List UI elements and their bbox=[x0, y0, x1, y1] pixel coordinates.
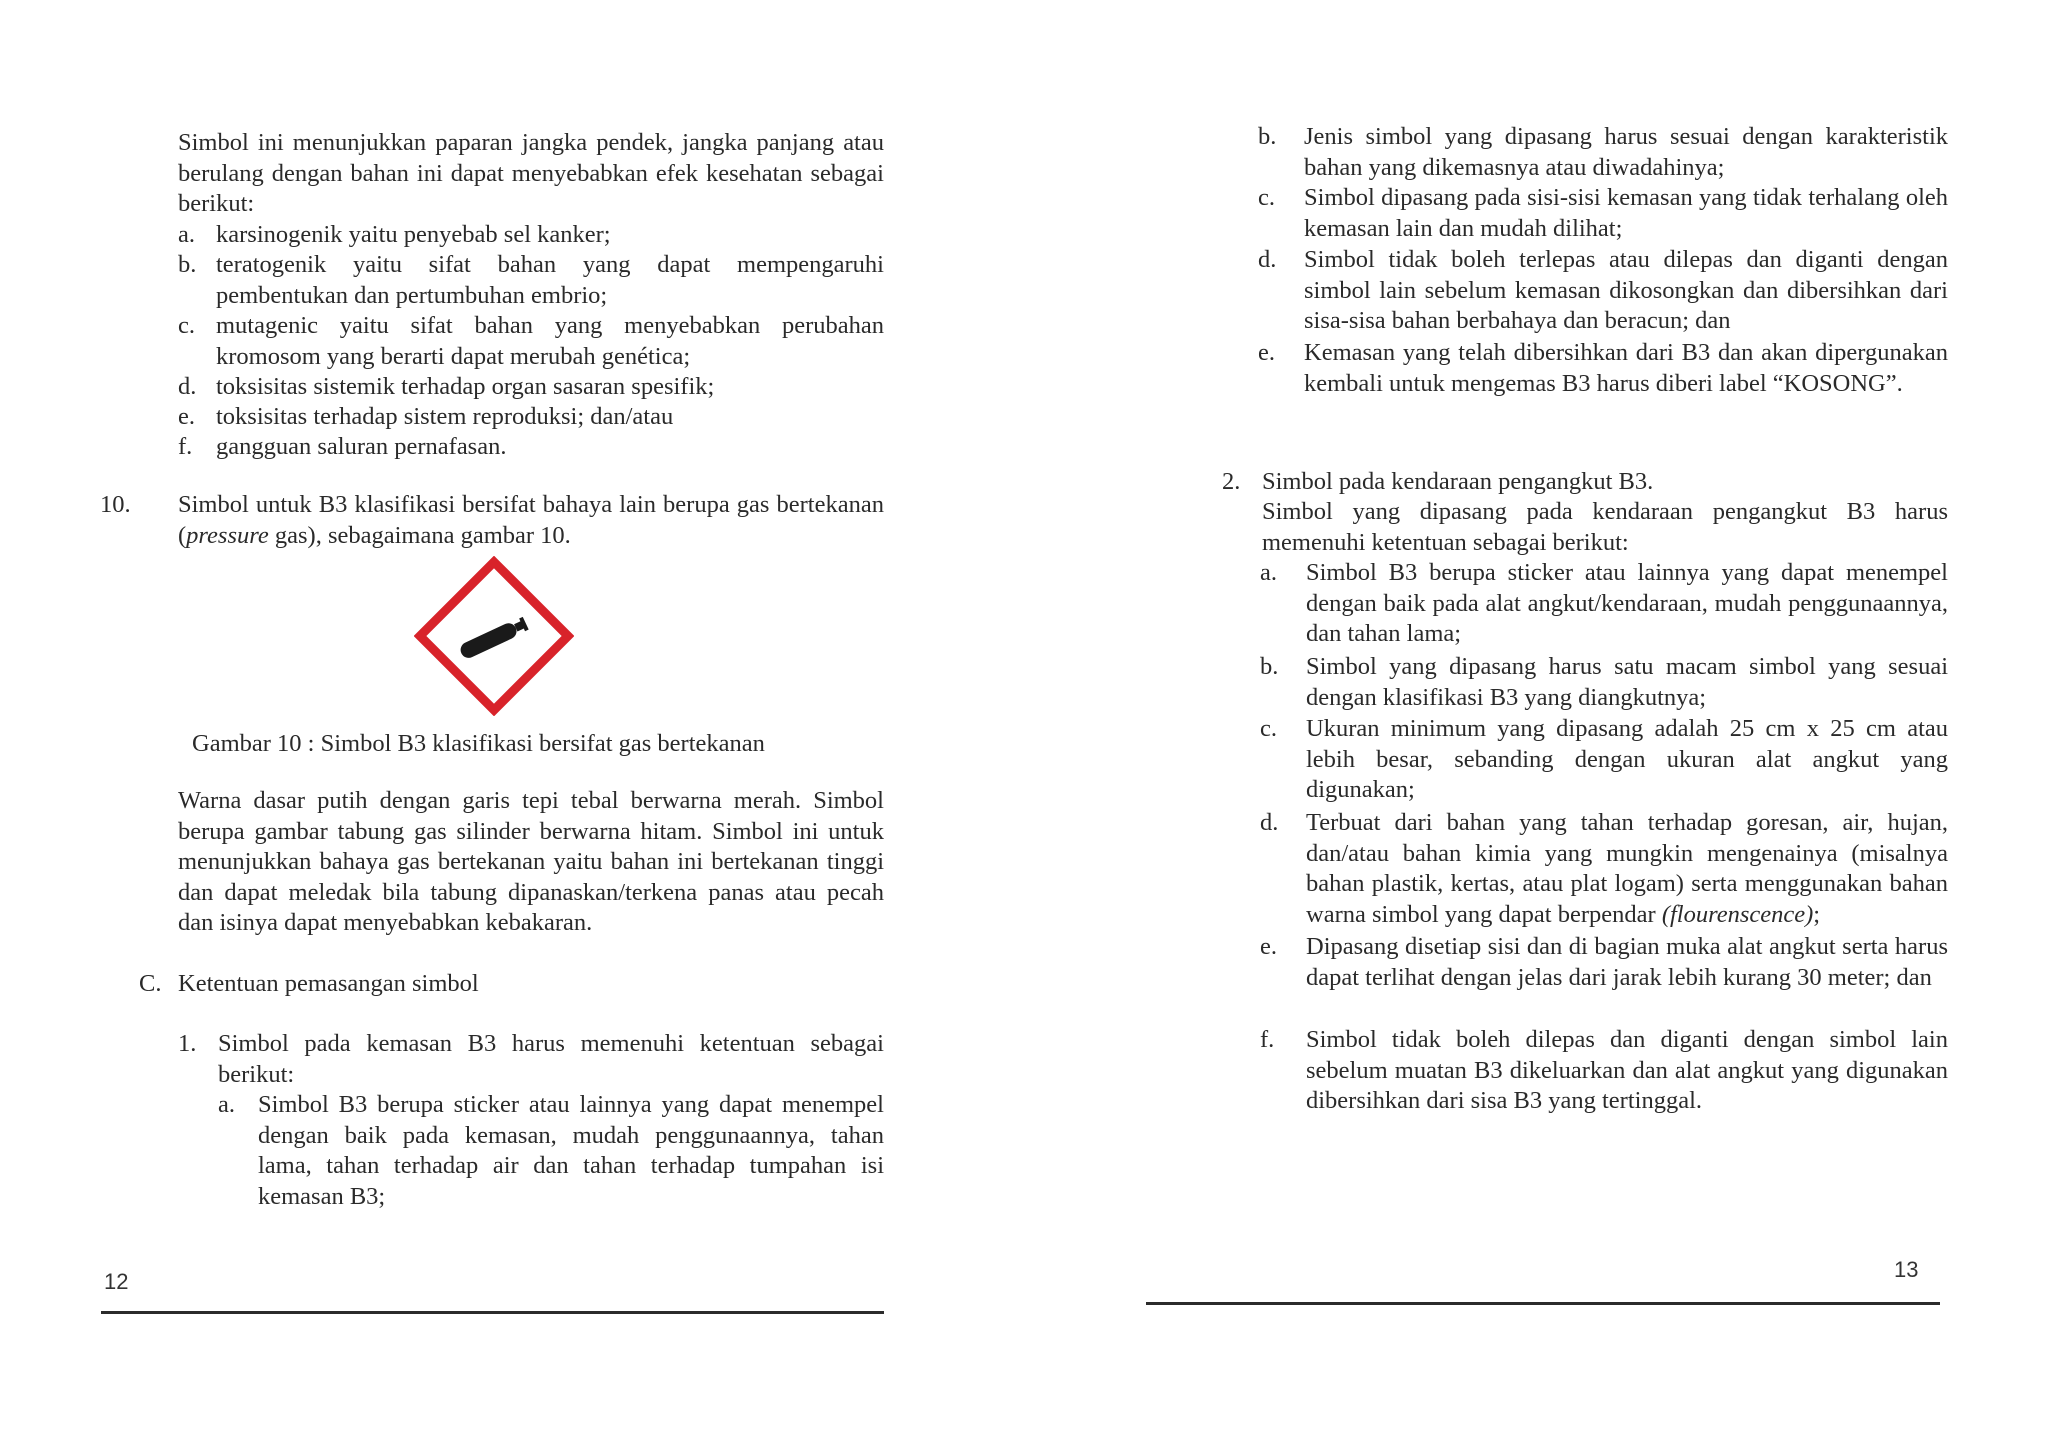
right-page bbox=[1024, 0, 2048, 1447]
list-text-part: Terbuat dari bahan yang tahan terhadap goresan, air, hujan, dan/atau bahan kimia yang mungkin mengenainya (misalnya bahan plastik, kertas, atau plat logam) serta menggunakan bahan warna simbol yang dapat berpendar bbox=[1306, 809, 1948, 928]
list-text: Jenis simbol yang dipasang harus sesuai dengan karakteristik bahan yang dikemasnya atau diwadahinya; bbox=[1304, 123, 1948, 181]
item-text-italic: pressure bbox=[186, 521, 269, 549]
list-marker: a. bbox=[218, 1091, 235, 1118]
list-marker: f. bbox=[1260, 1026, 1275, 1053]
numbered-item-1 bbox=[178, 1029, 884, 1090]
description-paragraph: Warna dasar putih dengan garis tepi tebal berwarna merah. Simbol berupa gambar tabung gas silinder berwarna hitam. Simbol ini untuk menunjukkan bahaya gas bertekanan yaitu bahan ini bertekanan tinggi dan dapat meledak bila tabung dipanaskan/terkena panas atau pecah dan isinya dapat menyebabkan kebakaran. bbox=[178, 787, 884, 936]
list-text: Simbol B3 berupa sticker atau lainnya yang dapat menempel dengan baik pada kemasan, mudah penggunaannya, tahan lama, tahan terhadap air dan tahan terhadap tumpahan isi kemasan B3; bbox=[258, 1091, 884, 1210]
list-text: Simbol tidak boleh dilepas dan diganti dengan simbol lain sebelum muatan B3 dikeluarkan dan alat angkut yang digunakan dibersihkan dari sisa B3 yang tertinggal. bbox=[1306, 1026, 1948, 1114]
numbered-item-10 bbox=[100, 490, 884, 551]
list-marker: b. bbox=[1258, 123, 1277, 150]
list-text: karsinogenik yaitu penyebab sel kanker; bbox=[216, 221, 611, 248]
list-item bbox=[1260, 932, 1948, 1024]
list-item bbox=[178, 250, 884, 311]
list-item bbox=[1258, 183, 1948, 244]
footer-rule bbox=[101, 1311, 884, 1314]
item-number: 10. bbox=[100, 491, 131, 518]
list-item bbox=[1260, 808, 1948, 930]
numbered-item-2 bbox=[1222, 467, 1948, 497]
list-item bbox=[1260, 652, 1948, 713]
item-text bbox=[178, 490, 884, 551]
list-item bbox=[1258, 122, 1948, 183]
page-number: 12 bbox=[104, 1269, 129, 1294]
item-text: Simbol pada kemasan B3 harus memenuhi ketentuan sebagai berikut: bbox=[218, 1030, 884, 1088]
list-text: Simbol yang dipasang harus satu macam simbol yang sesuai dengan klasifikasi B3 yang diangkutnya; bbox=[1306, 653, 1948, 711]
list-item bbox=[1260, 714, 1948, 806]
list-text: Dipasang disetiap sisi dan di bagian muka alat angkut serta harus dapat terlihat dengan jelas dari jarak lebih kurang 30 meter; dan bbox=[1306, 933, 1948, 991]
list-marker: b. bbox=[178, 251, 197, 278]
list-marker: c. bbox=[178, 312, 195, 339]
list-item bbox=[178, 220, 884, 250]
list-marker: a. bbox=[178, 221, 195, 248]
figure-caption: Gambar 10 : Simbol B3 klasifikasi bersifat gas bertekanan bbox=[192, 730, 765, 757]
gas-cylinder-diamond-icon bbox=[414, 556, 574, 716]
list-text: Simbol dipasang pada sisi-sisi kemasan yang tidak terhalang oleh kemasan lain dan mudah dilihat; bbox=[1304, 184, 1948, 242]
item-text-part: gas), sebagaimana gambar 10. bbox=[268, 521, 571, 549]
item-number: 2. bbox=[1222, 468, 1241, 495]
list-marker: d. bbox=[178, 373, 197, 400]
list-marker: d. bbox=[1258, 246, 1277, 273]
list-text: toksisitas sistemik terhadap organ sasaran spesifik; bbox=[216, 373, 715, 400]
section-title: Ketentuan pemasangan simbol bbox=[178, 970, 479, 997]
list-marker: b. bbox=[1260, 653, 1279, 680]
list-item bbox=[1260, 558, 1948, 650]
item-text-part: Simbol untuk B3 klasifikasi bersifat bahaya lain berupa gas bertekanan ( bbox=[178, 491, 884, 549]
list-marker: c. bbox=[1258, 184, 1275, 211]
list-text: Simbol B3 berupa sticker atau lainnya yang dapat menempel dengan baik pada alat angkut/kendaraan, mudah penggunaannya, dan tahan lama; bbox=[1306, 559, 1948, 647]
list-text: mutagenic yaitu sifat bahan yang menyebabkan perubahan kromosom yang berarti dapat merubah genética; bbox=[216, 312, 884, 370]
page-number: 13 bbox=[1894, 1257, 1919, 1282]
list-text bbox=[1306, 808, 1948, 930]
list-item bbox=[1260, 1025, 1948, 1117]
section-marker: C. bbox=[139, 970, 162, 997]
list-text: Ukuran minimum yang dipasang adalah 25 cm x 25 cm atau lebih besar, sebanding dengan ukuran alat angkut yang digunakan; bbox=[1306, 715, 1948, 803]
list-text: toksisitas terhadap sistem reproduksi; dan/atau bbox=[216, 403, 674, 430]
list-item bbox=[178, 311, 884, 372]
list-item bbox=[178, 402, 884, 432]
list-item bbox=[1258, 245, 1948, 337]
list-text: gangguan saluran pernafasan. bbox=[216, 433, 507, 460]
item-number: 1. bbox=[178, 1030, 197, 1057]
list-text-italic: (flourenscence) bbox=[1661, 900, 1814, 928]
list-marker: f. bbox=[178, 433, 193, 460]
section-heading bbox=[139, 969, 884, 999]
list-marker: c. bbox=[1260, 715, 1277, 742]
item-title: Simbol pada kendaraan pengangkut B3. bbox=[1262, 468, 1654, 495]
list-text: Kemasan yang telah dibersihkan dari B3 dan akan dipergunakan kembali untuk mengemas B3 harus diberi label “KOSONG”. bbox=[1304, 339, 1948, 397]
list-item bbox=[178, 432, 884, 462]
list-text-part: ; bbox=[1813, 900, 1821, 928]
list-text: teratogenik yaitu sifat bahan yang dapat mempengaruhi pembentukan dan pertumbuhan embrio; bbox=[216, 251, 884, 309]
list-text: Simbol tidak boleh terlepas atau dilepas dan diganti dengan simbol lain sebelum kemasan dikosongkan dan dibersihkan dari sisa-sisa bahan berbahaya dan beracun; dan bbox=[1304, 246, 1948, 334]
list-marker: a. bbox=[1260, 559, 1277, 586]
list-marker: e. bbox=[1258, 339, 1275, 366]
list-marker: d. bbox=[1260, 809, 1279, 836]
intro-paragraph: Simbol ini menunjukkan paparan jangka pendek, jangka panjang atau berulang dengan bahan ini dapat menyebabkan efek kesehatan sebagai berikut: bbox=[178, 129, 884, 217]
list-marker: e. bbox=[178, 403, 195, 430]
list-item bbox=[218, 1090, 884, 1212]
list-item bbox=[1258, 338, 1948, 430]
footer-rule bbox=[1146, 1302, 1940, 1305]
list-item bbox=[178, 372, 884, 402]
item-intro: Simbol yang dipasang pada kendaraan pengangkut B3 harus memenuhi ketentuan sebagai berikut: bbox=[1262, 498, 1948, 556]
list-marker: e. bbox=[1260, 933, 1277, 960]
